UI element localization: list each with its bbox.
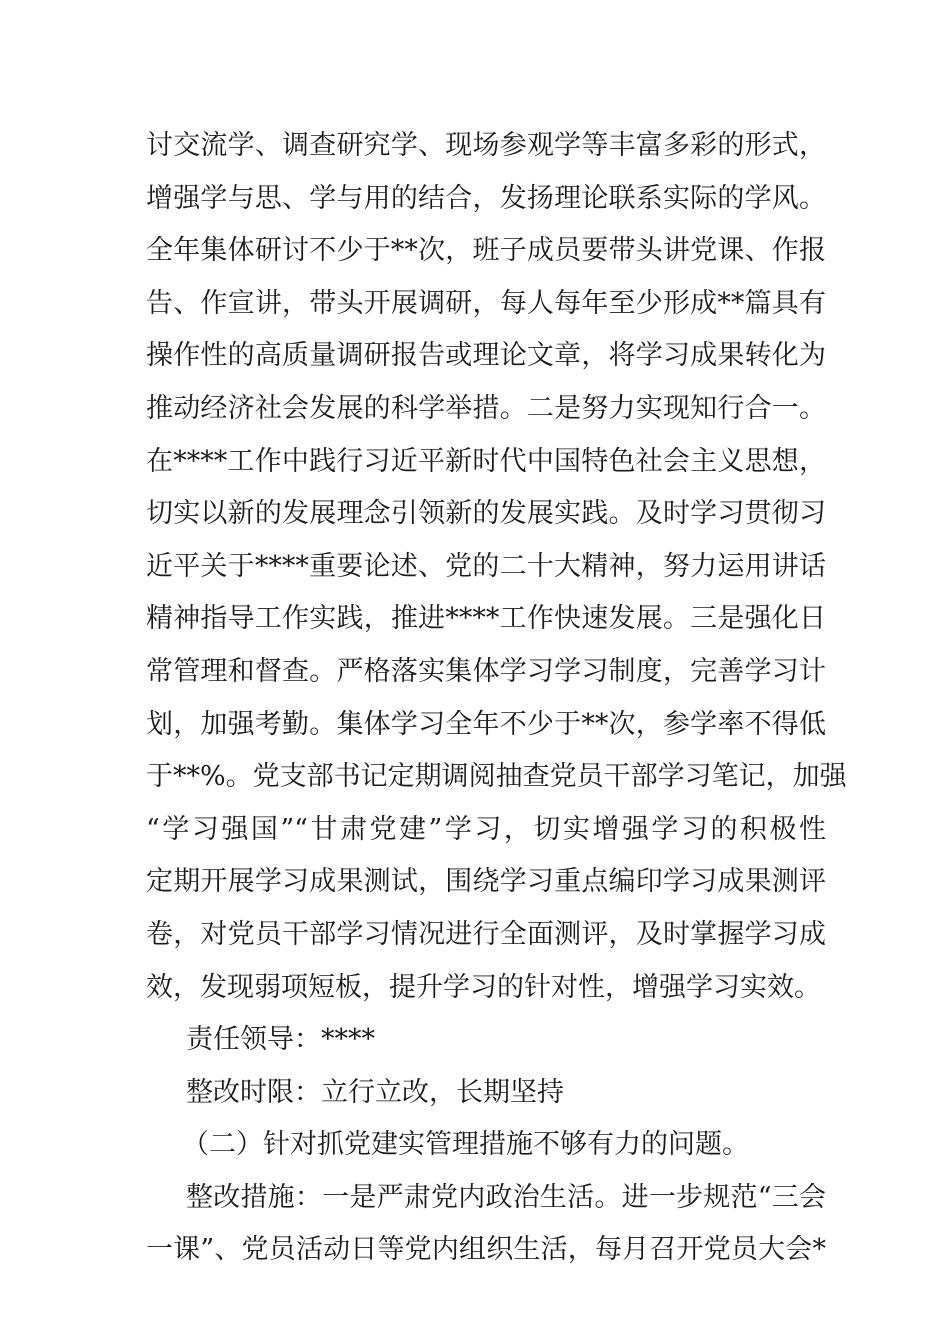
rectification-measures-line-1: 整改措施：一是严肃党内政治生活。进一步规范“三会 — [186, 1181, 826, 1213]
body-line-11: 常管理和督查。严格落实集体学习学习制度，完善学习计 — [146, 655, 826, 687]
section-heading: （二）针对抓党建实管理措施不够有力的问题。 — [182, 1129, 749, 1161]
document-body — [146, 120, 847, 1277]
body-line-5: 操作性的高质量调研报告或理论文章，将学习成果转化为 — [146, 340, 826, 372]
body-line-7: 在****工作中践行习近平新时代中国特色社会主义思想， — [146, 445, 826, 477]
body-line-1: 讨交流学、调查研究学、现场参观学等丰富多彩的形式， — [146, 130, 826, 161]
body-line-14: “学习强国”“甘肃党建”学习，切实增强学习的积极性 — [146, 813, 826, 845]
body-line-3: 全年集体研讨不少于**次，班子成员要带头讲党课、作报 — [146, 235, 826, 267]
body-line-9: 近平关于****重要论述、党的二十大精神，努力运用讲话 — [146, 550, 826, 582]
body-line-8: 切实以新的发展理念引领新的发展实践。及时学习贯彻习 — [146, 498, 826, 530]
rectification-measures-line-2: 一课”、党员活动日等党内组织生活，每月召开党员大会* — [146, 1234, 826, 1266]
body-line-12: 划，加强考勤。集体学习全年不少于**次，参学率不得低 — [146, 708, 826, 740]
rectification-deadline: 整改时限：立行立改，长期坚持 — [186, 1076, 564, 1108]
body-line-16: 卷，对党员干部学习情况进行全面测评，及时掌握学习成 — [146, 918, 826, 950]
responsible-leader: 责任领导：**** — [186, 1024, 375, 1056]
body-line-6: 推动经济社会发展的科学举措。二是努力实现知行合一。 — [146, 392, 826, 424]
body-line-17: 效，发现弱项短板，提升学习的针对性，增强学习实效。 — [146, 971, 821, 1003]
body-line-10: 精神指导工作实践，推进****工作快速发展。三是强化日 — [146, 603, 826, 635]
body-line-2: 增强学与思、学与用的结合，发扬理论联系实际的学风。 — [146, 182, 826, 214]
body-line-15: 定期开展学习成果测试，围绕学习重点编印学习成果测评 — [146, 866, 826, 898]
body-line-13: 于**%。党支部书记定期调阅抽查党员干部学习笔记，加强 — [146, 761, 847, 793]
body-line-4: 告、作宣讲，带头开展调研，每人每年至少形成**篇具有 — [146, 287, 826, 319]
